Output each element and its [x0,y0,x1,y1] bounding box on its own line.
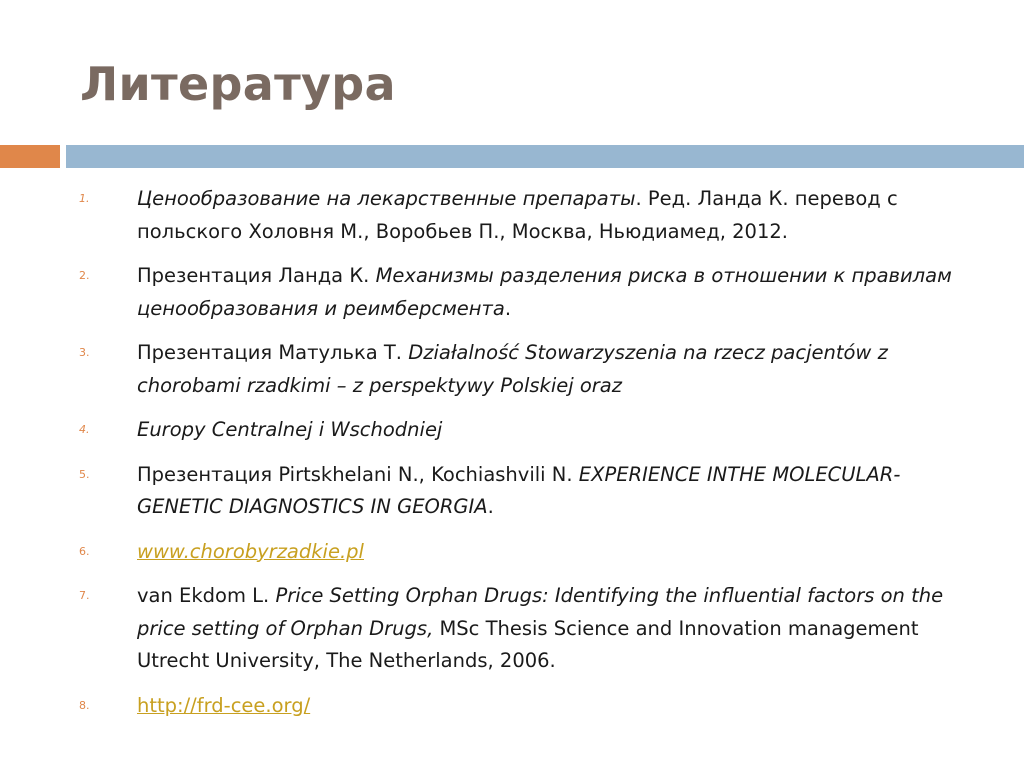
reference-item [0,580,1024,678]
reference-details: . Ред. Ланда К. перевод с польского Холовня М., Воробьев П., Москва, Ньюдиамед, 2012. [137,187,898,243]
reference-item [0,690,1024,723]
reference-details: . [504,296,512,320]
title-accent-bar [0,145,60,168]
reference-number: 8. [79,698,90,712]
reference-author: Презентация Pirtskhelani N., Kochiashvili N. [137,462,579,486]
reference-details: . [487,495,494,518]
reference-number: 5. [79,467,90,481]
title-divider-bar [66,145,1024,168]
reference-details: MSc Thesis Science and Innovation management Utrecht University, The Netherlands, 2006. [137,616,919,672]
reference-list [0,183,1024,734]
reference-title: EXPERIENCE INTHE MOLECULAR-GENETIC DIAGNOSTICS IN GEORGIA [137,462,901,518]
reference-title: Działalność Stowarzyszenia na rzecz pacjentów z chorobami rzadkimi – z perspektywy Polskiej oraz [137,341,888,397]
reference-number: 1. [79,192,90,205]
reference-title: Ценообразование на лекарственные препараты [137,187,636,210]
reference-item [0,260,1024,325]
reference-item [0,536,1024,569]
reference-author: Презентация Ланда К. [137,264,376,287]
reference-link-frd-cee[interactable]: http://frd-cee.org/ [137,693,311,717]
reference-item [0,183,1024,248]
reference-number: 2. [79,269,90,282]
reference-number: 4. [79,423,90,436]
reference-item [0,459,1024,524]
reference-item [0,414,1024,447]
reference-item [0,337,1024,402]
reference-author: Презентация Матулька Т. [137,341,409,364]
reference-title: Механизмы разделения риска в отношении к правилам ценообразования и реимберсмента [137,264,952,320]
slide-title: Литература [80,57,396,111]
reference-link-chorobyrzadkie[interactable]: www.chorobyrzadkie.pl [137,539,364,563]
reference-title: Europy Centralnej i Wschodniej [137,418,443,441]
reference-number: 6. [79,544,90,558]
reference-title: Price Setting Orphan Drugs: Identifying the influential factors on the price setting of Orphan Drugs, [137,584,944,640]
reference-number: 7. [79,589,90,602]
reference-author: van Ekdom L. [137,584,276,607]
reference-number: 3. [79,346,90,359]
